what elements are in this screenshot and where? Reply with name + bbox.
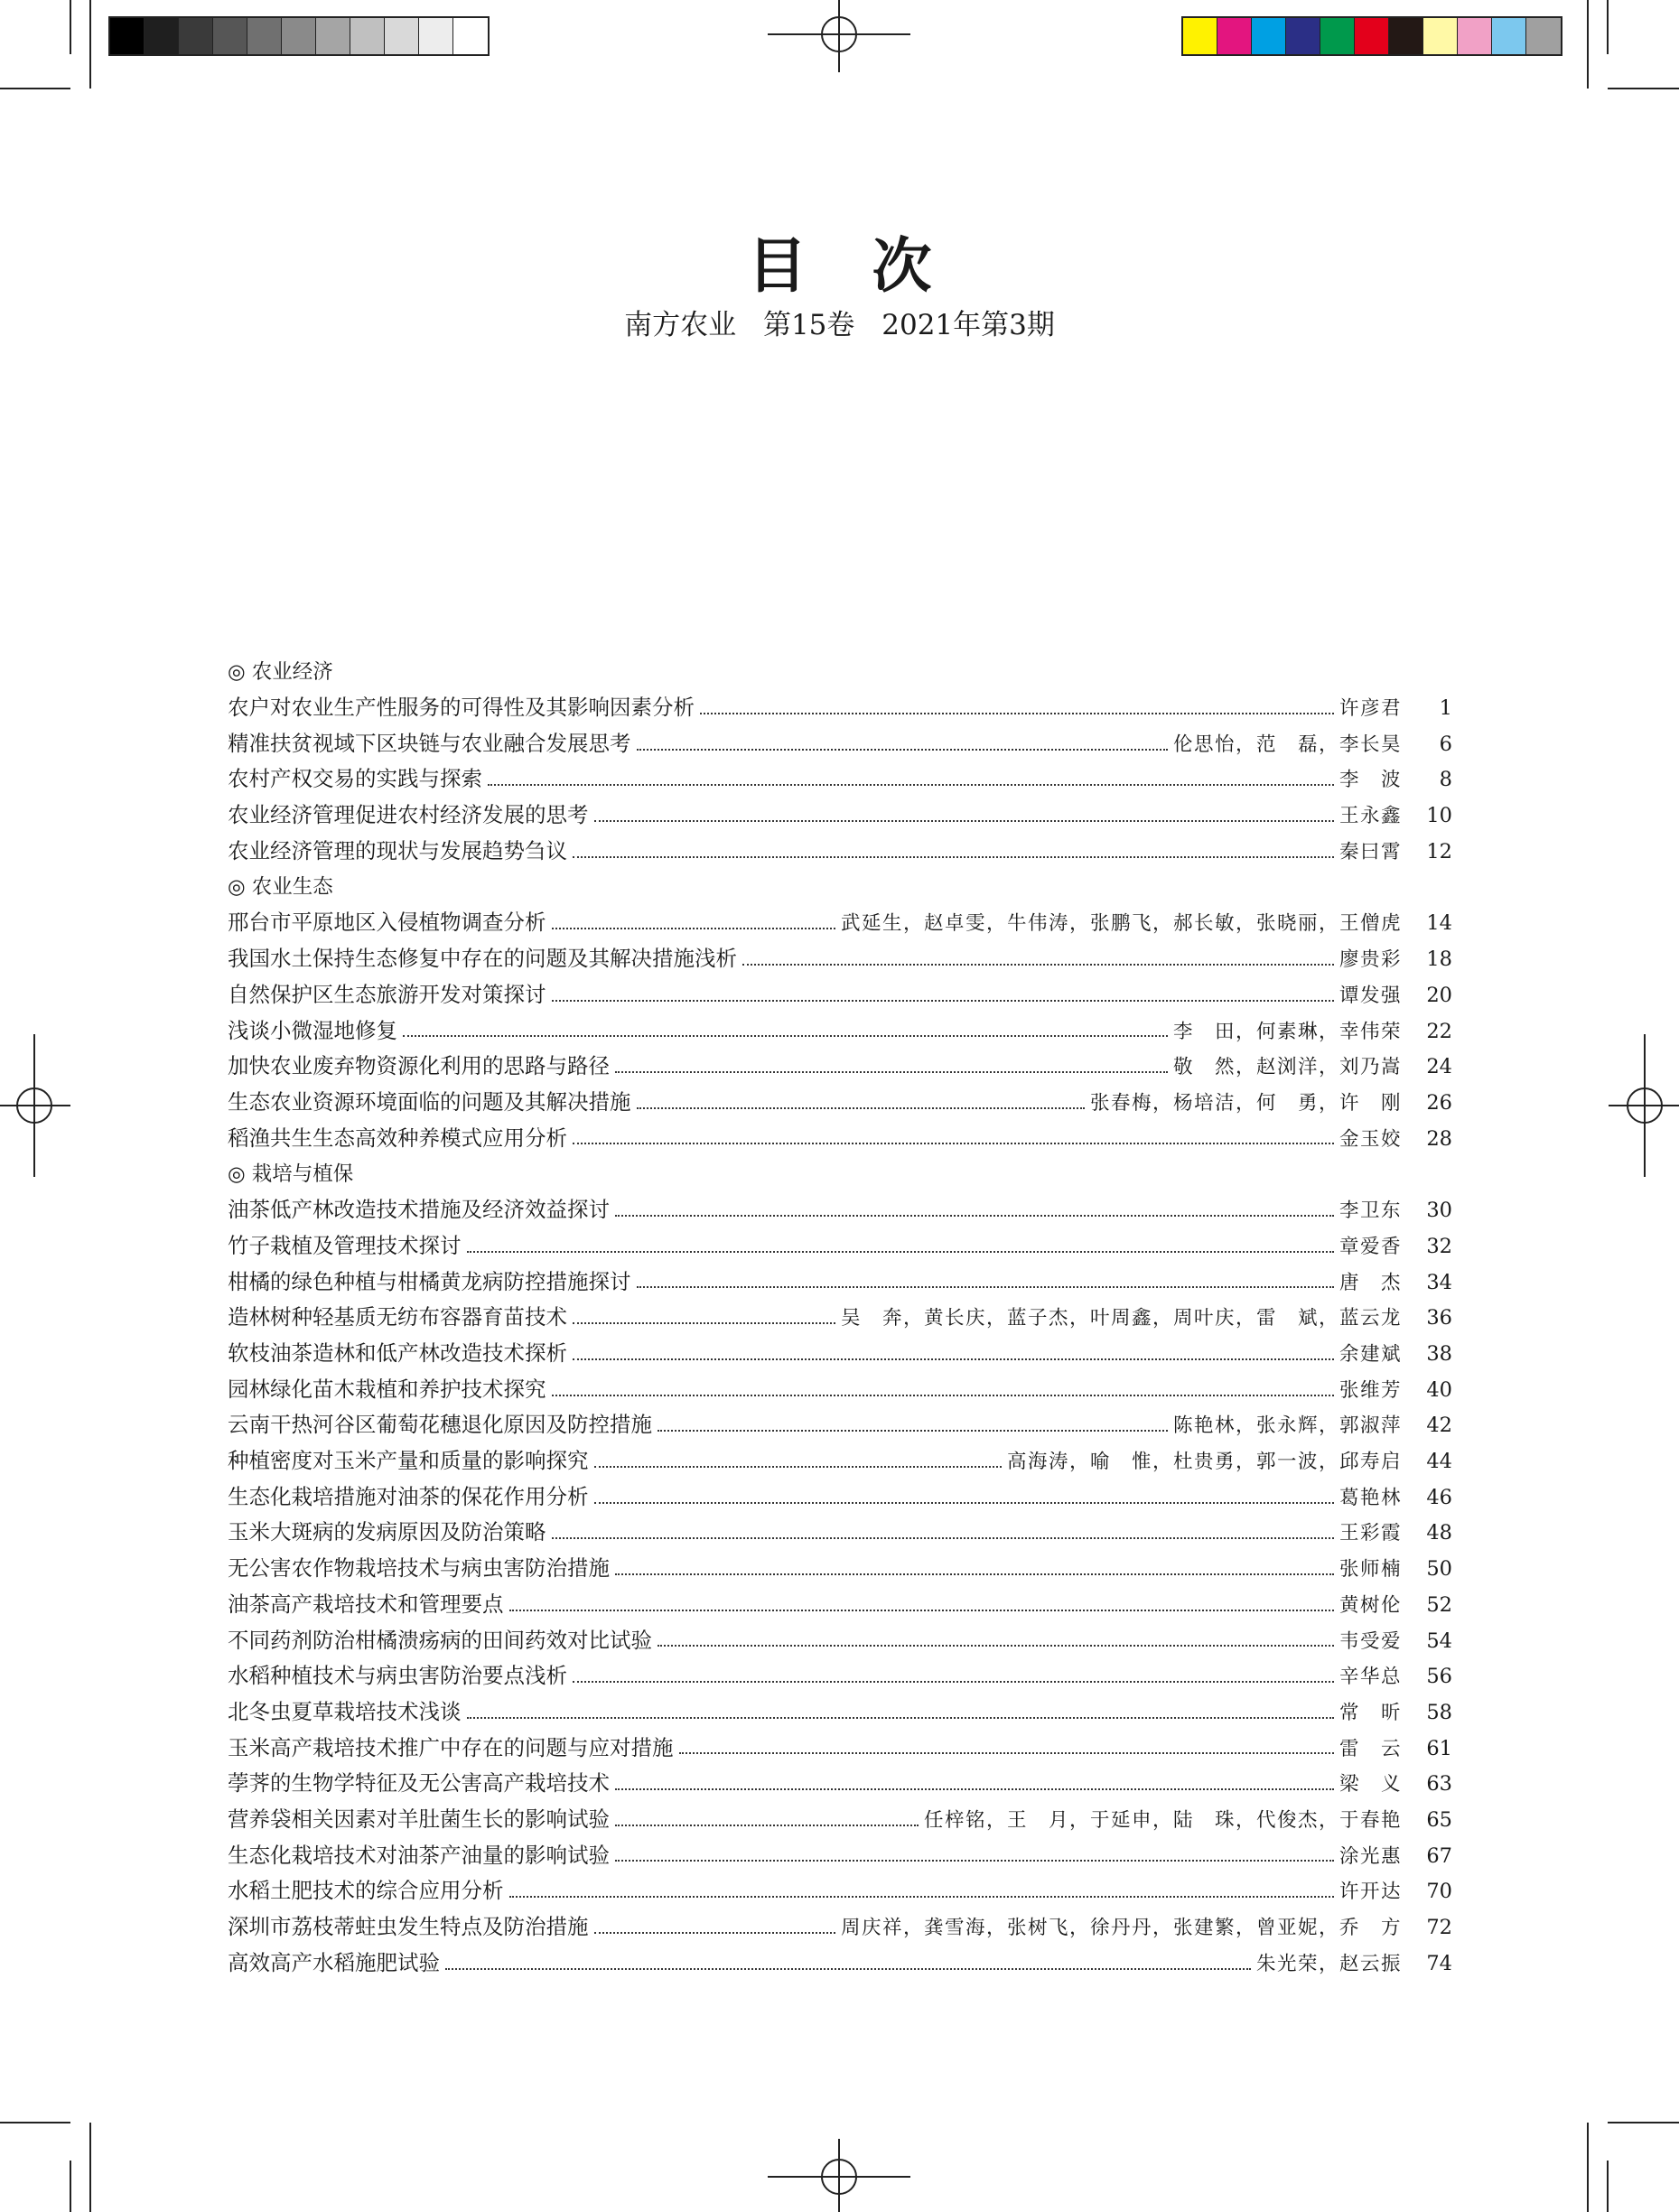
dot-leader bbox=[552, 1395, 1334, 1396]
table-of-contents bbox=[228, 654, 1452, 1981]
page-number: 1 bbox=[1439, 696, 1452, 720]
page-number: 63 bbox=[1426, 1772, 1452, 1797]
article-authors: 武延生，赵卓雯，牛伟涛，张鹏飞，郝长敏，张晓丽，王僧虎 bbox=[840, 912, 1402, 936]
article-title: 水稻土肥技术的综合应用分析 bbox=[228, 1878, 504, 1904]
article-title: 高效高产水稻施肥试验 bbox=[228, 1949, 440, 1975]
dot-leader bbox=[467, 1251, 1334, 1253]
article-title: 农户对农业生产性服务的可得性及其影响因素分析 bbox=[228, 695, 695, 720]
toc-entry bbox=[228, 941, 1452, 977]
toc-entry bbox=[228, 1049, 1452, 1085]
dot-leader bbox=[552, 1537, 1334, 1539]
page-number: 42 bbox=[1426, 1414, 1452, 1438]
article-title: 农业经济管理的现状与发展趋势刍议 bbox=[228, 837, 567, 863]
article-title: 无公害农作物栽培技术与病虫害防治措施 bbox=[228, 1555, 610, 1582]
toc-entry bbox=[228, 1946, 1452, 1982]
article-authors: 李 波 bbox=[1339, 769, 1402, 792]
article-authors: 朱光荣，赵云振 bbox=[1255, 1952, 1402, 1975]
gray-swatch bbox=[145, 18, 179, 54]
dot-leader bbox=[742, 964, 1334, 966]
toc-entry bbox=[228, 834, 1452, 870]
dot-leader bbox=[615, 1788, 1334, 1790]
dot-leader bbox=[573, 1322, 835, 1324]
toc-entry bbox=[228, 761, 1452, 798]
toc-entry bbox=[228, 1838, 1452, 1874]
journal-issue-line bbox=[0, 305, 1679, 345]
article-authors: 许彦君 bbox=[1339, 697, 1402, 720]
toc-entry bbox=[228, 977, 1452, 1013]
article-authors: 陈艳林，张永辉，郭淑萍 bbox=[1172, 1414, 1402, 1438]
gray-swatch bbox=[213, 18, 247, 54]
dot-leader bbox=[573, 1143, 1334, 1144]
toc-entry bbox=[228, 1623, 1452, 1659]
gray-swatch bbox=[453, 18, 488, 54]
dot-leader bbox=[615, 1860, 1334, 1862]
dot-leader bbox=[615, 1825, 919, 1826]
toc-entry bbox=[228, 905, 1452, 941]
toc-entry bbox=[228, 1372, 1452, 1408]
page-number: 48 bbox=[1426, 1521, 1452, 1545]
page-number: 22 bbox=[1426, 1019, 1452, 1043]
page-number: 72 bbox=[1426, 1916, 1452, 1939]
article-title: 荸荠的生物学特征及无公害高产栽培技术 bbox=[228, 1770, 610, 1797]
dot-leader bbox=[509, 1896, 1334, 1898]
dot-leader bbox=[403, 1035, 1168, 1037]
article-authors: 黄树伦 bbox=[1339, 1593, 1402, 1617]
page-number: 56 bbox=[1426, 1665, 1452, 1689]
toc-entry bbox=[228, 1443, 1452, 1479]
article-authors: 雷 云 bbox=[1339, 1737, 1402, 1760]
page-number: 12 bbox=[1426, 839, 1452, 863]
page-number: 67 bbox=[1426, 1843, 1452, 1868]
toc-entry bbox=[228, 1873, 1452, 1909]
color-calibration-bar bbox=[1181, 16, 1562, 56]
article-authors: 金玉姣 bbox=[1339, 1127, 1402, 1151]
gray-swatch bbox=[385, 18, 419, 54]
page-number: 20 bbox=[1426, 983, 1452, 1007]
article-authors: 周庆祥，龚雪海，张树飞，徐丹丹，张建繁，曾亚妮，乔 方 bbox=[840, 1917, 1402, 1939]
page-number: 30 bbox=[1426, 1199, 1452, 1223]
dot-leader bbox=[679, 1752, 1334, 1754]
toc-entry bbox=[228, 1766, 1452, 1802]
dot-leader bbox=[509, 1610, 1334, 1611]
toc-entry bbox=[228, 1265, 1452, 1301]
dot-leader bbox=[594, 1932, 835, 1934]
page-number: 28 bbox=[1426, 1126, 1452, 1151]
article-authors: 常 昕 bbox=[1339, 1701, 1402, 1724]
dot-leader bbox=[637, 749, 1168, 751]
page-number: 8 bbox=[1439, 768, 1452, 792]
gray-swatch bbox=[110, 18, 145, 54]
article-authors: 李 田，何素琳，幸伟荣 bbox=[1172, 1020, 1402, 1043]
article-title: 云南干热河谷区葡萄花穗退化原因及防控措施 bbox=[228, 1412, 652, 1438]
toc-entry bbox=[228, 1300, 1452, 1336]
section-heading: ◎ 农业经济 bbox=[228, 660, 333, 684]
article-authors: 王永鑫 bbox=[1339, 805, 1402, 828]
color-swatch bbox=[1526, 18, 1561, 54]
page-number: 65 bbox=[1426, 1807, 1452, 1832]
article-authors: 李卫东 bbox=[1339, 1199, 1402, 1223]
toc-entry bbox=[228, 1013, 1452, 1050]
toc-entry bbox=[228, 726, 1452, 762]
page-number: 18 bbox=[1426, 947, 1452, 972]
toc-entry bbox=[228, 1802, 1452, 1838]
article-authors: 伦思怡，范 磊，李长昊 bbox=[1172, 733, 1402, 756]
article-title: 精准扶贫视域下区块链与农业融合发展思考 bbox=[228, 730, 631, 756]
dot-leader bbox=[445, 1968, 1251, 1970]
page-number: 52 bbox=[1426, 1592, 1452, 1617]
article-authors: 涂光惠 bbox=[1339, 1844, 1402, 1868]
article-title: 营养袋相关因素对羊肚菌生长的影响试验 bbox=[228, 1806, 610, 1832]
volume-number: 第15卷 bbox=[762, 309, 855, 341]
article-title: 浅谈小微湿地修复 bbox=[228, 1017, 397, 1043]
article-authors: 高海涛，喻 惟，杜贵勇，郭一波，邱寿启 bbox=[1006, 1451, 1402, 1474]
dot-leader bbox=[467, 1717, 1334, 1719]
toc-entry bbox=[228, 1479, 1452, 1516]
article-title: 农业经济管理促进农村经济发展的思考 bbox=[228, 802, 589, 828]
article-title: 油茶高产栽培技术和管理要点 bbox=[228, 1591, 504, 1617]
toc-entry bbox=[228, 1121, 1452, 1157]
page-number: 40 bbox=[1426, 1377, 1452, 1402]
color-swatch bbox=[1286, 18, 1320, 54]
article-title: 园林绿化苗木栽植和养护技术探究 bbox=[228, 1376, 546, 1402]
dot-leader bbox=[637, 1107, 1085, 1109]
page-number: 24 bbox=[1426, 1055, 1452, 1079]
article-authors: 辛华总 bbox=[1339, 1666, 1402, 1689]
page-number: 34 bbox=[1426, 1270, 1452, 1294]
gray-swatch bbox=[316, 18, 350, 54]
article-title: 我国水土保持生态修复中存在的问题及其解决措施浅析 bbox=[228, 946, 737, 972]
dot-leader bbox=[658, 1645, 1334, 1647]
article-title: 软枝油茶造林和低产林改造技术探析 bbox=[228, 1340, 567, 1366]
article-title: 加快农业废弃物资源化利用的思路与路径 bbox=[228, 1053, 610, 1079]
toc-entry bbox=[228, 1694, 1452, 1731]
article-authors: 许开达 bbox=[1339, 1881, 1402, 1904]
page-number: 36 bbox=[1426, 1306, 1452, 1330]
color-swatch bbox=[1423, 18, 1458, 54]
article-authors: 张春梅，杨培洁，何 勇，许 刚 bbox=[1089, 1091, 1402, 1115]
dot-leader bbox=[552, 928, 835, 929]
page-number: 61 bbox=[1426, 1736, 1452, 1760]
page-number: 10 bbox=[1426, 804, 1452, 828]
color-swatch bbox=[1217, 18, 1252, 54]
color-swatch bbox=[1458, 18, 1492, 54]
page-number: 32 bbox=[1426, 1234, 1452, 1258]
section-heading: ◎ 农业生态 bbox=[228, 875, 333, 900]
toc-entry bbox=[228, 1731, 1452, 1767]
page-number: 58 bbox=[1426, 1700, 1452, 1724]
issue-number: 2021年第3期 bbox=[881, 309, 1055, 341]
page-title: 目次 bbox=[747, 231, 997, 301]
article-authors: 张师楠 bbox=[1339, 1558, 1402, 1582]
page-number: 46 bbox=[1426, 1485, 1452, 1509]
article-authors: 秦曰霄 bbox=[1339, 840, 1402, 863]
dot-leader bbox=[700, 713, 1334, 714]
article-authors: 廖贵彩 bbox=[1339, 948, 1402, 972]
gray-scale-bar bbox=[108, 16, 490, 56]
article-authors: 谭发强 bbox=[1339, 984, 1402, 1007]
article-authors: 唐 杰 bbox=[1339, 1271, 1402, 1294]
dot-leader bbox=[594, 1466, 1002, 1468]
dot-leader bbox=[573, 1681, 1334, 1683]
article-authors: 梁 义 bbox=[1339, 1773, 1402, 1797]
article-title: 深圳市荔枝蒂蛀虫发生特点及防治措施 bbox=[228, 1914, 589, 1939]
color-swatch bbox=[1355, 18, 1389, 54]
article-authors: 张维芳 bbox=[1339, 1378, 1402, 1402]
page-number: 44 bbox=[1426, 1450, 1452, 1474]
page-number: 6 bbox=[1439, 732, 1452, 756]
article-authors: 任梓铭，王 月，于延申，陆 珠，代俊杰，于春艳 bbox=[923, 1808, 1402, 1832]
dot-leader bbox=[552, 1000, 1334, 1002]
article-title: 造林树种轻基质无纺布容器育苗技术 bbox=[228, 1304, 567, 1330]
dot-leader bbox=[594, 1502, 1334, 1504]
toc-entry bbox=[228, 1228, 1452, 1265]
page-number: 74 bbox=[1426, 1951, 1452, 1975]
toc-entry bbox=[228, 1551, 1452, 1587]
article-title: 竹子栽植及管理技术探讨 bbox=[228, 1232, 462, 1258]
page-number: 70 bbox=[1426, 1880, 1452, 1904]
article-title: 生态化栽培技术对油茶产油量的影响试验 bbox=[228, 1842, 610, 1868]
page-number: 54 bbox=[1426, 1629, 1452, 1653]
dot-leader bbox=[573, 1358, 1334, 1360]
color-swatch bbox=[1389, 18, 1423, 54]
article-authors: 韦受爱 bbox=[1339, 1629, 1402, 1653]
toc-entry bbox=[228, 1192, 1452, 1228]
article-title: 柑橘的绿色种植与柑橘黄龙病防控措施探讨 bbox=[228, 1268, 631, 1294]
toc-entry bbox=[228, 1407, 1452, 1443]
dot-leader bbox=[594, 820, 1334, 822]
article-title: 稻渔共生生态高效种养模式应用分析 bbox=[228, 1125, 567, 1151]
article-title: 水稻种植技术与病虫害防治要点浅析 bbox=[228, 1663, 567, 1689]
article-title: 不同药剂防治柑橘溃疡病的田间药效对比试验 bbox=[228, 1627, 652, 1653]
dot-leader bbox=[615, 1215, 1334, 1217]
color-swatch bbox=[1492, 18, 1526, 54]
color-swatch bbox=[1320, 18, 1355, 54]
dot-leader bbox=[658, 1430, 1168, 1432]
article-title: 农村产权交易的实践与探索 bbox=[228, 766, 482, 792]
toc-entry bbox=[228, 1658, 1452, 1694]
dot-leader bbox=[573, 856, 1334, 858]
dot-leader bbox=[637, 1286, 1334, 1288]
article-title: 生态农业资源环境面临的问题及其解决措施 bbox=[228, 1088, 631, 1115]
section-heading: ◎ 栽培与植保 bbox=[228, 1162, 354, 1187]
dot-leader bbox=[615, 1573, 1334, 1575]
gray-swatch bbox=[419, 18, 453, 54]
page-number: 26 bbox=[1426, 1090, 1452, 1115]
color-swatch bbox=[1183, 18, 1217, 54]
toc-entry bbox=[228, 1587, 1452, 1623]
toc-entry bbox=[228, 1515, 1452, 1551]
article-authors: 敬 然，赵浏洋，刘乃嵩 bbox=[1172, 1056, 1402, 1079]
page-number: 14 bbox=[1426, 911, 1452, 936]
article-title: 玉米大斑病的发病原因及防治策略 bbox=[228, 1519, 546, 1545]
toc-entry bbox=[228, 1336, 1452, 1372]
article-title: 自然保护区生态旅游开发对策探讨 bbox=[228, 981, 546, 1007]
article-title: 邢台市平原地区入侵植物调查分析 bbox=[228, 910, 546, 936]
toc-entry bbox=[228, 1085, 1452, 1121]
page-number: 38 bbox=[1426, 1342, 1452, 1366]
gray-swatch bbox=[247, 18, 282, 54]
dot-leader bbox=[488, 784, 1334, 786]
article-authors: 王彩霞 bbox=[1339, 1522, 1402, 1545]
article-title: 玉米高产栽培技术推广中存在的问题与应对措施 bbox=[228, 1734, 674, 1760]
article-authors: 余建斌 bbox=[1339, 1343, 1402, 1366]
toc-entry bbox=[228, 798, 1452, 834]
article-title: 北冬虫夏草栽培技术浅谈 bbox=[228, 1698, 462, 1724]
dot-leader bbox=[615, 1071, 1168, 1073]
article-authors: 吴 奔，黄长庆，蓝子杰，叶周鑫，周叶庆，雷 斌，蓝云龙 bbox=[840, 1307, 1402, 1330]
article-title: 种植密度对玉米产量和质量的影响探究 bbox=[228, 1448, 589, 1474]
toc-entry bbox=[228, 690, 1452, 726]
gray-swatch bbox=[282, 18, 316, 54]
page-number: 50 bbox=[1426, 1557, 1452, 1582]
article-title: 油茶低产林改造技术措施及经济效益探讨 bbox=[228, 1197, 610, 1223]
toc-entry bbox=[228, 1909, 1452, 1946]
article-authors: 章爱香 bbox=[1339, 1235, 1402, 1258]
journal-name: 南方农业 bbox=[624, 309, 737, 341]
article-authors: 葛艳林 bbox=[1339, 1486, 1402, 1509]
article-title: 生态化栽培措施对油茶的保花作用分析 bbox=[228, 1483, 589, 1509]
color-swatch bbox=[1252, 18, 1286, 54]
gray-swatch bbox=[179, 18, 213, 54]
gray-swatch bbox=[350, 18, 385, 54]
